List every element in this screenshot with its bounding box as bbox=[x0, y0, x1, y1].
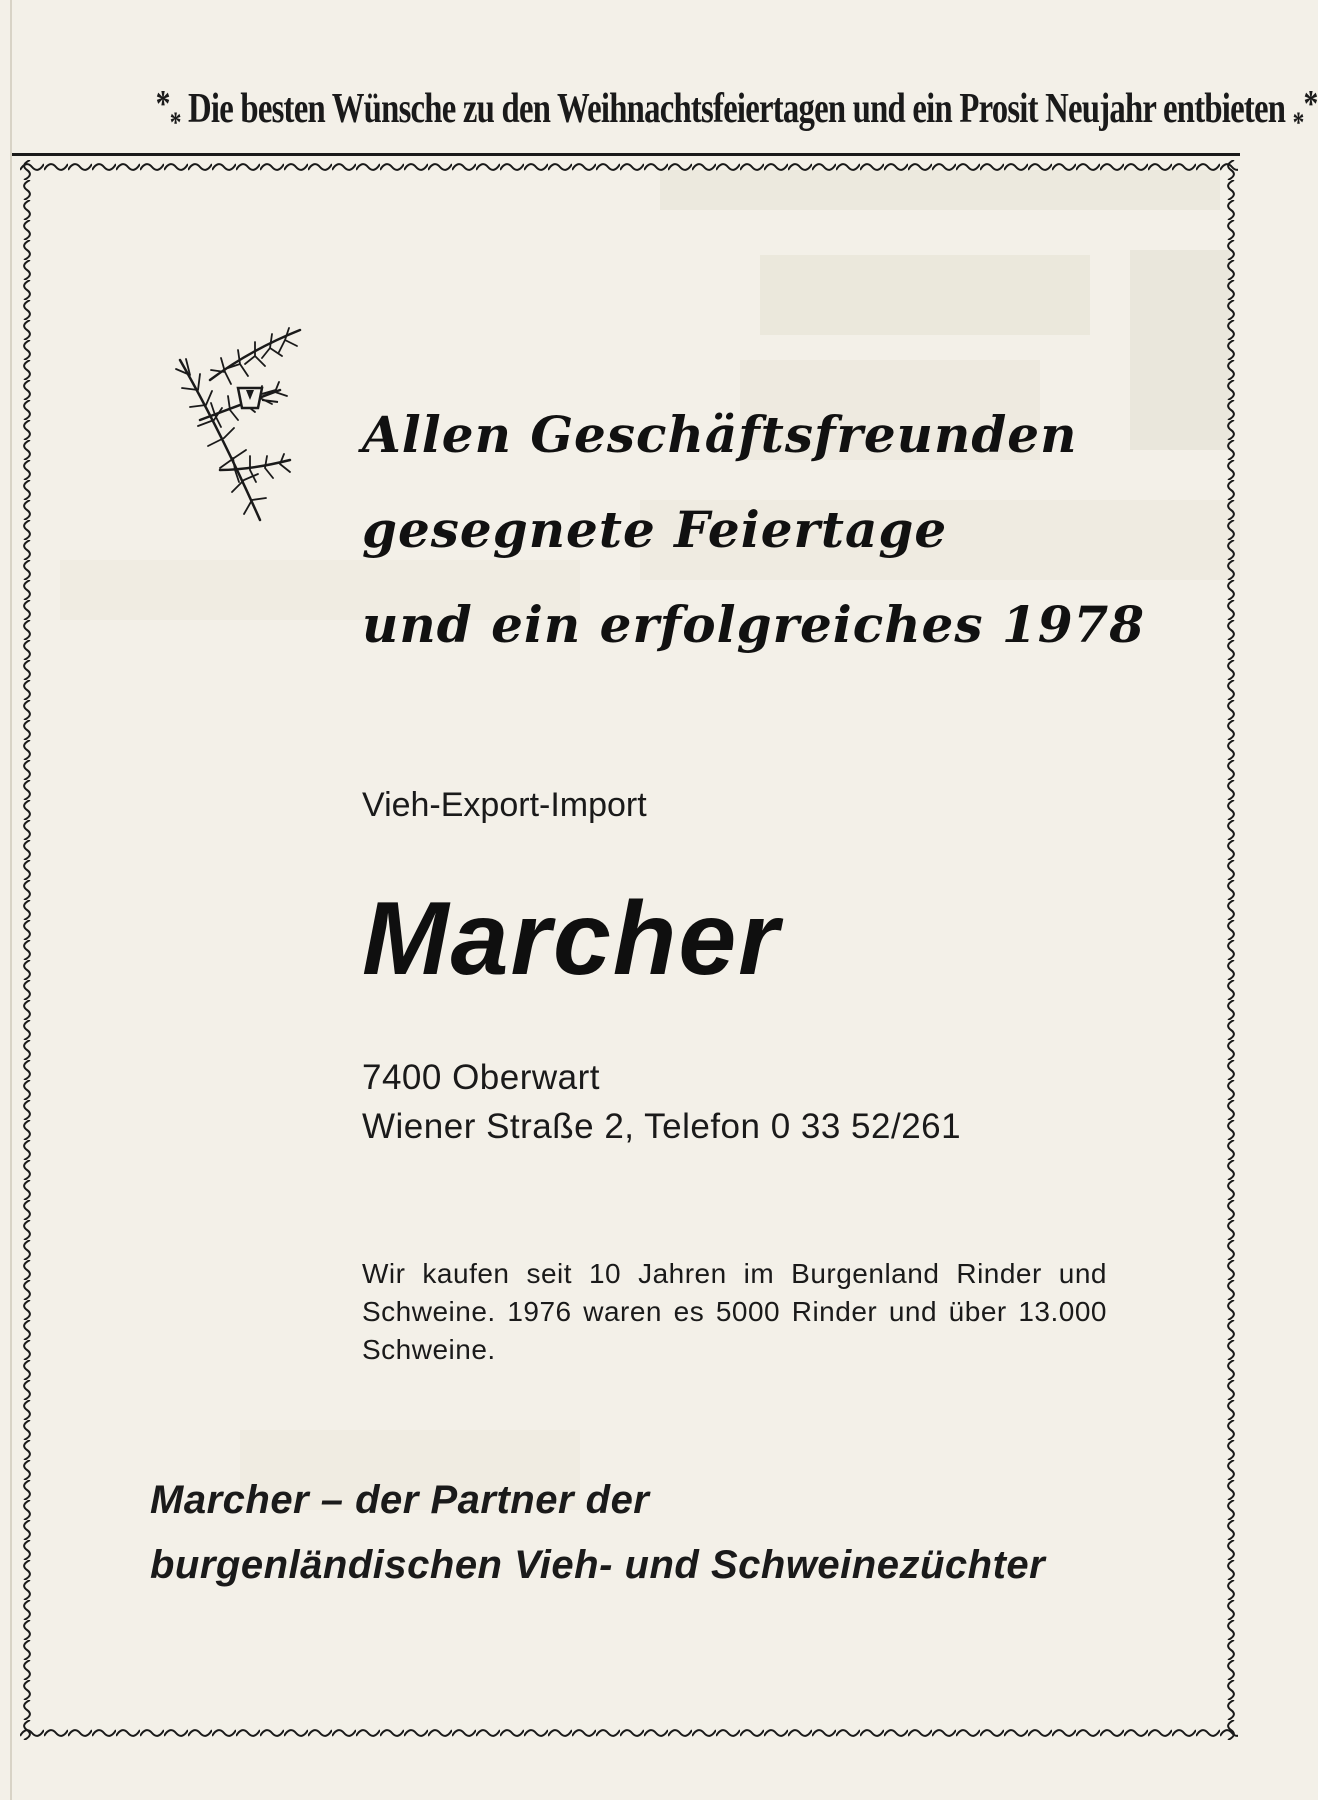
wave-border-bottom bbox=[20, 1726, 1238, 1740]
company-name: Marcher bbox=[362, 881, 781, 997]
wave-border-right bbox=[1224, 160, 1238, 1740]
wave-border-left bbox=[20, 160, 34, 1740]
slogan-line-2: burgenländischen Vieh- und Schweinezüchter bbox=[150, 1543, 1046, 1587]
header-banner bbox=[155, 83, 1318, 139]
slogan-line-1: Marcher – der Partner der bbox=[150, 1478, 650, 1522]
star-icon: * bbox=[1303, 83, 1318, 125]
wave-border-top bbox=[20, 160, 1238, 174]
greeting-line-3: und ein erfolgreiches 1978 bbox=[362, 595, 1146, 654]
ribbon-icon bbox=[238, 388, 278, 408]
address-line-1: 7400 Oberwart bbox=[362, 1058, 601, 1097]
star-icon: * bbox=[155, 83, 170, 125]
greeting-line-2: gesegnete Feiertage bbox=[362, 500, 948, 559]
star-icon: * bbox=[1292, 106, 1304, 139]
header-text: Die besten Wünsche zu den Weihnachtsfeiertagen und ein Prosit Neujahr entbieten bbox=[188, 86, 1286, 132]
address-line-2: Wiener Straße 2, Telefon 0 33 52/261 bbox=[362, 1107, 962, 1146]
star-icon: * bbox=[169, 106, 181, 139]
page-edge bbox=[10, 0, 12, 1800]
greeting-line-1: Allen Geschäftsfreunden bbox=[362, 405, 1078, 464]
company-type: Vieh-Export-Import bbox=[362, 786, 647, 824]
body-paragraph: Wir kaufen seit 10 Jahren im Burgenland Rinder und Schweine. 1976 waren es 5000 Rinder und über 13.000 Schweine. bbox=[362, 1258, 1107, 1365]
fir-branch-icon bbox=[150, 320, 320, 530]
header-rule bbox=[12, 153, 1240, 156]
